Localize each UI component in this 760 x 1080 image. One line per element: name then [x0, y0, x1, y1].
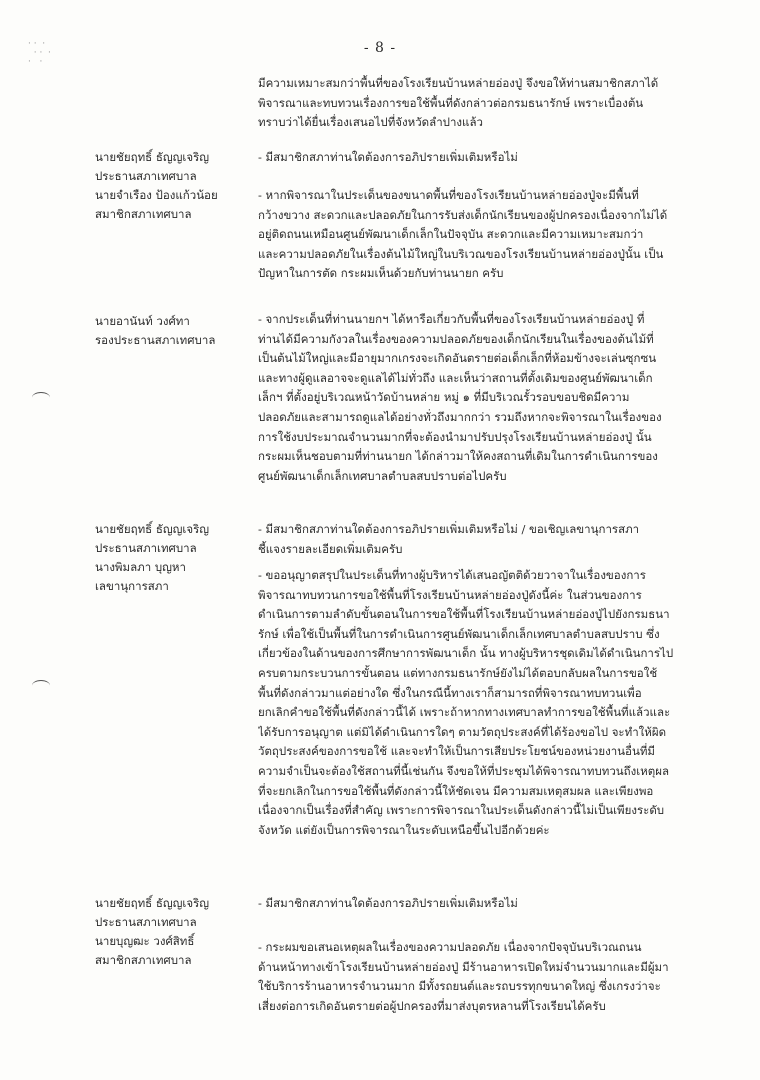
text-line: เป็นต้นไม้ใหญ่และมีอายุมากเกรงจะเกิดอันตรายต่อเด็กเล็กที่ห้อมข้างจะเล่นซุกซน	[258, 351, 657, 366]
text-line: กระผมเห็นชอบตามที่ท่านนายก ได้กล่าวมาให้คงสถานที่เดิมในการดำเนินการของ	[258, 449, 658, 464]
speaker-group-1	[95, 148, 255, 224]
text-line: ยกเลิกคำขอใช้พื้นที่ดังกล่าวนี้ได้ เพราะถ้าหากทางเทศบาลทำการขอใช้พื้นที่แล้วและ	[258, 705, 671, 720]
text-line: - กระผมขอเสนอเหตุผลในเรื่องของความปลอดภัย เนื่องจากปัจจุบันบริเวณถนน	[258, 940, 642, 954]
paragraph-chair-prompt-2	[258, 520, 686, 559]
text-line: - มีสมาชิกสภาท่านใดต้องการอภิปรายเพิ่มเติมหรือไม่	[258, 150, 518, 164]
text-line: ใช้บริการร้านอาหารจำนวนมาก มีทั้งรถยนต์และรถบรรทุกขนาดใหญ่ ซึ่งเกรงว่าจะ	[258, 979, 661, 994]
text-line: ดำเนินการตามลำดับขั้นตอนในการขอใช้พื้นที่โรงเรียนบ้านหล่ายอ่องปู่ไปยังกรมธนา	[258, 607, 670, 622]
text-line: ครบตามกระบวนการขั้นตอน แต่ทางกรมธนารักษ์ยังไม่ได้ตอบกลับผลในการขอใช้	[258, 665, 658, 680]
speaker-role: สมาชิกสภาเทศบาล	[95, 207, 192, 221]
speaker-group-3	[95, 520, 255, 596]
text-line: พิจารณาทบทวนการขอใช้พื้นที่โรงเรียนบ้านหล่ายอ่องปู่ดังนี้ค่ะ ในส่วนของการ	[258, 587, 642, 602]
text-line: และทางผู้ดูแลอาจจะดูแลได้ไม่ทั่วถึง และเห็นว่าสถานที่ตั้งเดิมของศูนย์พัฒนาเด็ก	[258, 370, 653, 385]
text-line: ทราบว่าได้ยื่นเรื่องเสนอไปที่จังหวัดลำปางแล้ว	[258, 115, 483, 130]
text-line: ปลอดภัยและสามารถดูแลได้อย่างทั่วถึงมากกว่า รวมถึงหากจะพิจารณาในเรื่องของ	[258, 409, 662, 424]
paragraph-member-statement-1	[258, 186, 686, 284]
speaker-role: ประธานสภาเทศบาล	[95, 541, 197, 555]
paragraph-vice-chair-statement	[258, 310, 686, 486]
speaker-name: นายชัยฤทธิ์ ธัญญเจริญ	[95, 896, 210, 910]
paragraph-member-statement-2	[258, 938, 686, 1016]
speaker-role: สมาชิกสภาเทศบาล	[95, 953, 192, 967]
text-line: ด้านหน้าทางเข้าโรงเรียนบ้านหล่ายอ่องปู่ มีร้านอาหารเปิดใหม่จำนวนมากและมีผู้มา	[258, 959, 669, 974]
text-line: - หากพิจารณาในประเด็นของขนาดพื้นที่ของโรงเรียนบ้านหล่ายอ่องปู่จะมีพื้นที่	[258, 188, 639, 202]
text-line: พิจารณาและทบทวนเรื่องการขอใช้พื้นที่ดังกล่าวต่อกรมธนารักษ์ เพราะเบื่องต้น	[258, 95, 644, 110]
text-line: ท่านได้มีความกังวลในเรื่องของความปลอดภัยของเด็กนักเรียนในเรื่องของต้นไม้ที่	[258, 331, 654, 346]
hole-punch-mark-lower	[32, 680, 50, 691]
paragraph-chair-prompt-1	[258, 148, 686, 168]
text-line: ที่จะยกเลิกในการขอใช้พื้นที่ดังกล่าวนี้ให้ชัดเจน มีความสมเหตุสมผล และเพียงพอ	[258, 783, 654, 798]
hole-punch-mark-upper	[32, 392, 50, 403]
text-line: ได้รับการอนุญาต แต่มิได้ดำเนินการใดๆ ตามวัตถุประสงค์ที่ได้ร้องขอไป จะทำให้ผิด	[258, 724, 667, 739]
paragraph-secretary-statement	[258, 566, 686, 840]
text-line: ปัญหาในการตัด กระผมเห็นด้วยกับท่านนายก ครับ	[258, 266, 504, 281]
text-line: และความปลอดภัยในเรื่องต้นไม้ใหญ่ในบริเวณของโรงเรียนบ้านหล่ายอ่องปู่นั้น เป็น	[258, 246, 664, 261]
text-line: เกี่ยวข้องในด้านของการศึกษาการพัฒนาเด็ก นั้น ทางผู้บริหารชุดเดิมได้ดำเนินการไป	[258, 646, 674, 661]
speaker-name: นางพิมลภา บุญหา	[95, 560, 186, 574]
text-line: กว้างขวาง สะดวกและปลอดภัยในการรับส่งเด็กนักเรียนของผู้ปกครองเนื่องจากไม่ได้	[258, 207, 668, 222]
page-number: - 8 -	[363, 40, 397, 56]
speaker-name: นายชัยฤทธิ์ ธัญญเจริญ	[95, 522, 210, 536]
speaker-name: นายอานันท์ วงศ์ทา	[95, 314, 190, 328]
text-line: - มีสมาชิกสภาท่านใดต้องการอภิปรายเพิ่มเติมหรือไม่	[258, 896, 518, 910]
speaker-group-4	[95, 894, 255, 970]
text-line: มีความเหมาะสมกว่าพื้นที่ของโรงเรียนบ้านหล่ายอ่องปู่ จึงขอให้ท่านสมาชิกสภาได้	[258, 76, 659, 90]
speaker-role: ประธานสภาเทศบาล	[95, 169, 197, 183]
scan-noise-dots: · · · · · · · ·	[28, 39, 51, 67]
speaker-name: นายบุญฒะ วงศ์สิทธิ์	[95, 934, 195, 948]
text-line: วัตถุประสงค์ของการขอใช้ และจะทำให้เป็นการเสียประโยชน์ของหน่วยงานอื่นที่มี	[258, 744, 655, 759]
text-line: อยู่ติดถนนเหมือนศูนย์พัฒนาเด็กเล็กในปัจจุบัน สะดวกและมีความเหมาะสมกว่า	[258, 227, 644, 242]
text-line: จังหวัด แต่ยังเป็นการพิจารณาในระดับเหนือขึ้นไปอีกด้วยค่ะ	[258, 822, 550, 837]
paragraph-continuation	[258, 74, 686, 133]
text-line: ศูนย์พัฒนาเด็กเล็กเทศบาลตำบลสบปราบต่อไปครับ	[258, 468, 507, 483]
text-line: ชี้แจงรายละเอียดเพิ่มเติมครับ	[258, 541, 403, 556]
speaker-name: นายจำเรือง ป้องแก้วน้อย	[95, 188, 218, 202]
text-line: รักษ์ เพื่อใช้เป็นพื้นที่ในการดำเนินการศูนย์พัฒนาเด็กเล็กเทศบาลตำบลสบปราบ ซึ่ง	[258, 626, 660, 641]
speaker-name: นายชัยฤทธิ์ ธัญญเจริญ	[95, 150, 210, 164]
text-line: - จากประเด็นที่ท่านนายกฯ ได้หารือเกี่ยวกับพื้นที่ของโรงเรียนบ้านหล่ายอ่องปู่ ที่	[258, 312, 645, 326]
text-line: เล็กฯ ที่ตั้งอยู่บริเวณหน้าวัดบ้านหล่าย หมู่ ๑ ที่มีบริเวณรั้วรอบขอบชิดมีความ	[258, 390, 630, 405]
paragraph-chair-prompt-3	[258, 894, 686, 914]
speaker-role: ประธานสภาเทศบาล	[95, 915, 197, 929]
text-line: ความจำเป็นจะต้องใช้สถานที่นี้เช่นกัน จึงขอให้ที่ประชุมได้พิจารณาทบทวนถึงเหตุผล	[258, 763, 670, 778]
speaker-role: เลขานุการสภา	[95, 579, 169, 593]
speaker-role: รองประธานสภาเทศบาล	[95, 333, 216, 347]
text-line: พื้นที่ดังกล่าวมาแต่อย่างใด ซึ่งในกรณีนี้ทางเราก็สามารถที่พิจารณาทบทวนเพื่อ	[258, 685, 642, 700]
text-line: - มีสมาชิกสภาท่านใดต้องการอภิปรายเพิ่มเติมหรือไม่ / ขอเชิญเลขานุการสภา	[258, 522, 640, 536]
text-line: เนื่องจากเป็นเรื่องที่สำคัญ เพราะการพิจารณาในประเด็นดังกล่าวนี้ไม่เป็นเพียงระดับ	[258, 803, 665, 818]
speaker-group-2	[95, 312, 255, 350]
text-line: เสี่ยงต่อการเกิดอันตรายต่อผู้ปกครองที่มาส่งบุตรหลานที่โรงเรียนได้ครับ	[258, 998, 606, 1013]
text-line: - ขออนุญาตสรุปในประเด็นที่ทางผู้บริหารได้เสนอญัตติด้วยวาจาในเรื่องของการ	[258, 568, 646, 582]
text-line: การใช้งบประมาณจำนวนมากที่จะต้องนำมาปรับปรุงโรงเรียนบ้านหล่ายอ่องปู่ นั้น	[258, 429, 652, 444]
